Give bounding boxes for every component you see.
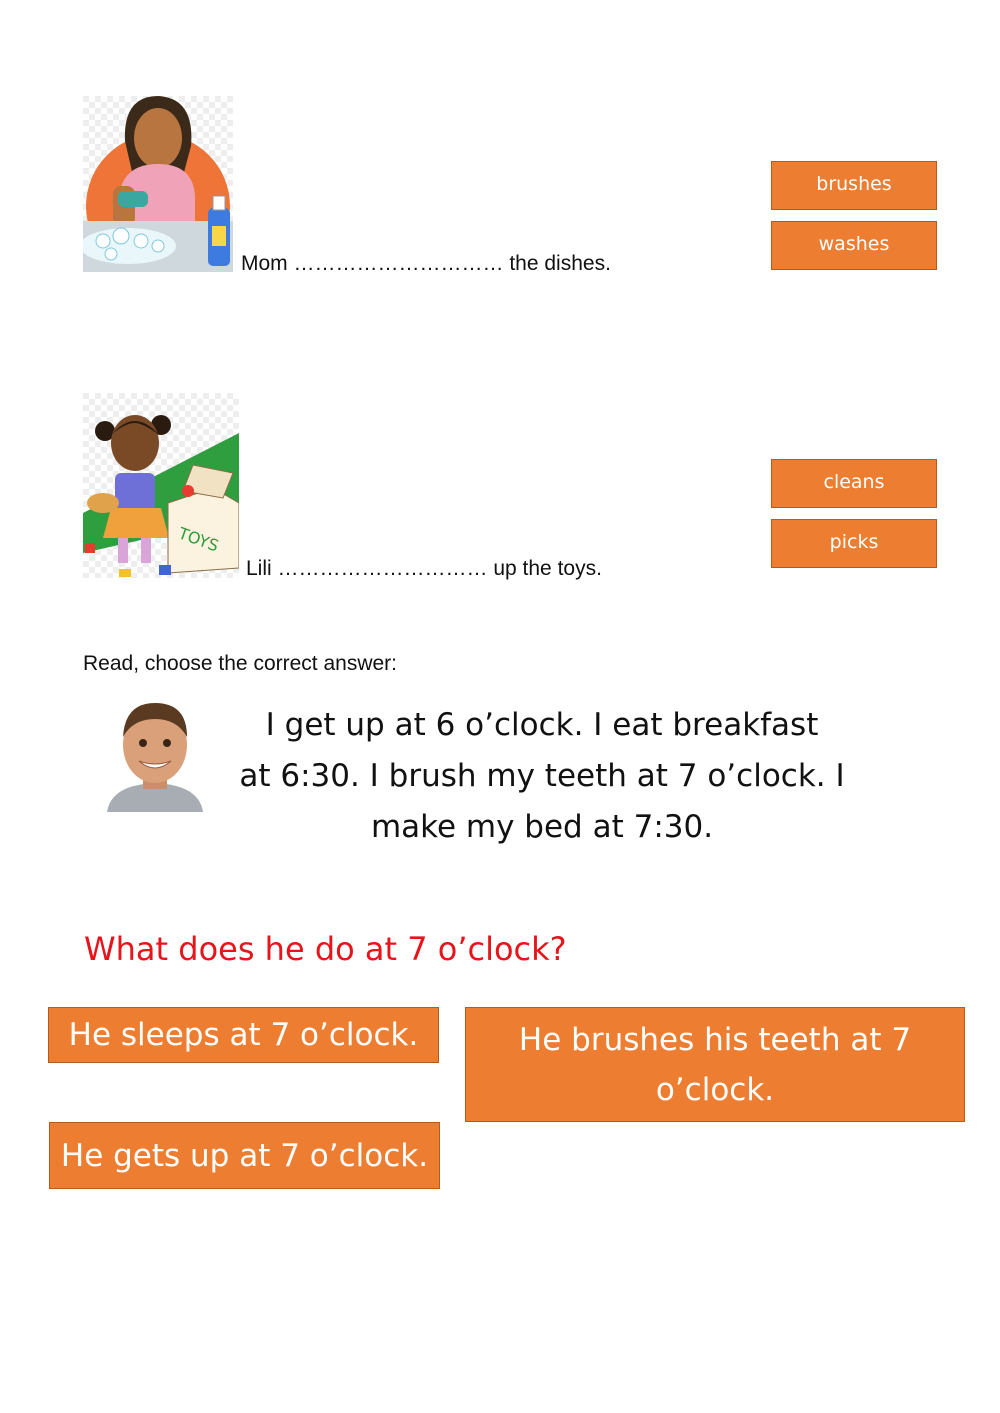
answer-3-label: He gets up at 7 o’clock.: [60, 1138, 429, 1174]
answer-sleeps-button[interactable]: [48, 1007, 439, 1063]
answer-1-label: He sleeps at 7 o’clock.: [68, 1017, 419, 1053]
question-text: What does he do at 7 o’clock?: [84, 930, 567, 968]
reading-line-1: I get up at 6 o’clock. I eat breakfast: [265, 707, 819, 743]
option-cleans-button[interactable]: cleans: [771, 459, 937, 508]
option-washes-button[interactable]: washes: [771, 221, 937, 270]
sentence-1: Mom ………………………… the dishes.: [241, 252, 611, 275]
reading-line-3: make my bed at 7:30.: [370, 809, 714, 845]
instruction-text: Read, choose the correct answer:: [83, 652, 397, 675]
boy-photo: [97, 697, 213, 812]
svg-text:TOYS: TOYS: [175, 523, 222, 556]
girl-picking-up-toys-image: [83, 393, 239, 578]
mom-washing-dishes-image: [83, 96, 233, 272]
sentence-2: Lili ………………………… up the toys.: [246, 557, 602, 580]
reading-passage: [222, 700, 862, 853]
answer-2-label-line1: He brushes his teeth at 7: [518, 1022, 912, 1058]
reading-line-2: at 6:30. I brush my teeth at 7 o’clock. I: [239, 758, 845, 794]
answer-2-label-line2: o’clock.: [655, 1072, 775, 1108]
answer-brushes-teeth-button[interactable]: [465, 1007, 965, 1122]
option-picks-button[interactable]: picks: [771, 519, 937, 568]
answer-gets-up-button[interactable]: [49, 1122, 440, 1189]
option-brushes-button[interactable]: brushes: [771, 161, 937, 210]
